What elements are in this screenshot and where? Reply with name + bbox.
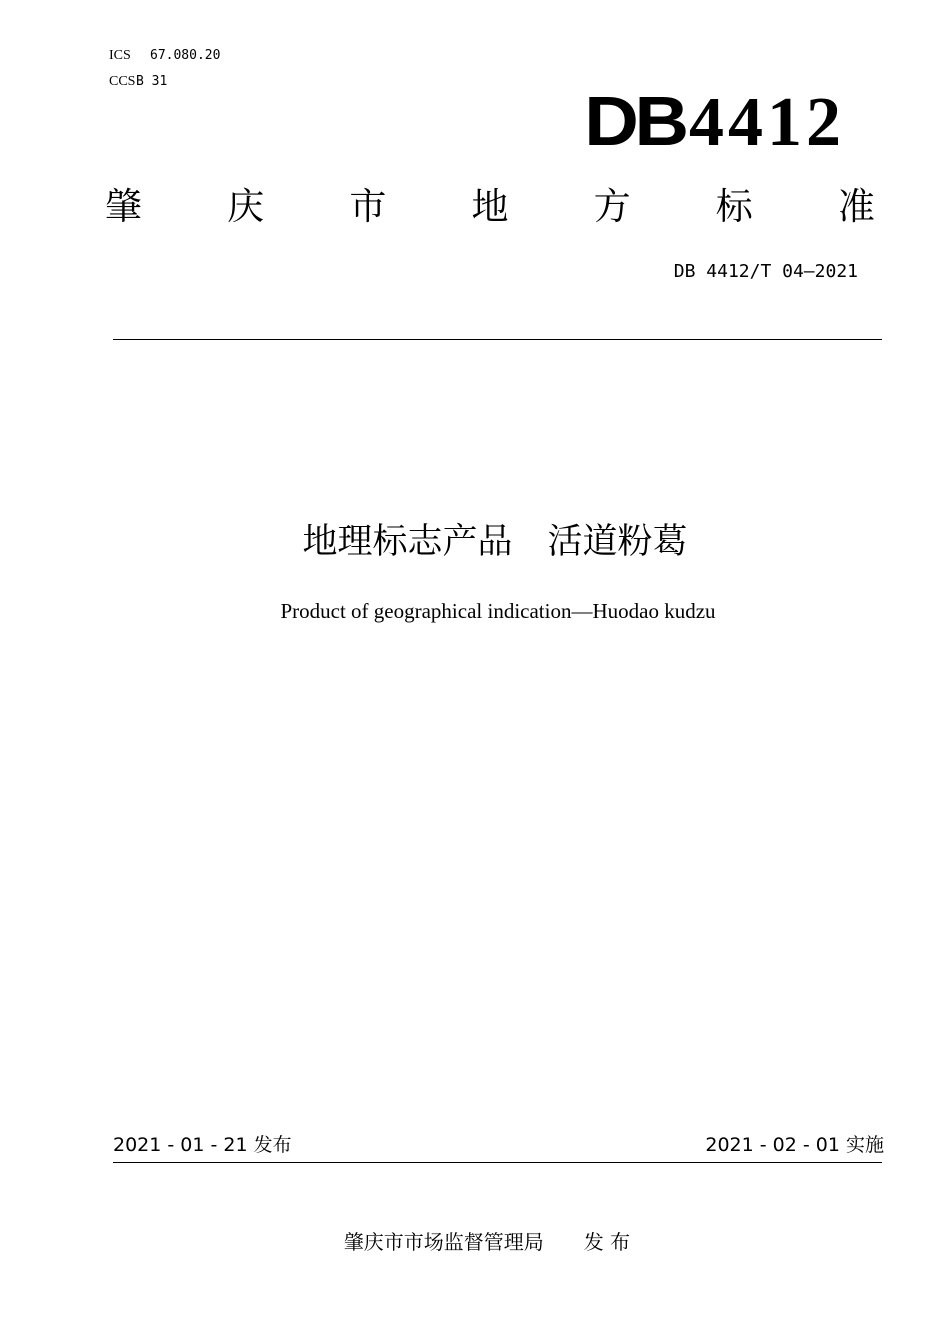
ccs-classification [109, 73, 167, 91]
category-char: 准 [837, 185, 875, 228]
title-chinese: 地理标志产品 活道粉葛 [302, 522, 688, 562]
title-english: Product of geographical indication—Huodao kudzu [280, 599, 716, 623]
ics-label: ICS [109, 48, 131, 63]
bottom-divider [113, 1162, 882, 1163]
db-logo-number: 4412 [689, 84, 845, 161]
category-char: 地 [471, 185, 509, 228]
issuing-authority: 肇庆市市场监督管理局 发 布 [343, 1230, 631, 1254]
ccs-value: B 31 [136, 74, 168, 89]
standard-category [105, 184, 875, 230]
category-char: 市 [349, 185, 387, 228]
standard-number: DB 4412/T 04—2021 [673, 261, 858, 282]
implement-date: 2021 - 02 - 01 实施 [705, 1134, 884, 1156]
db-logo [584, 82, 845, 161]
ics-classification [109, 47, 220, 65]
category-char: 方 [593, 185, 631, 228]
category-char: 肇 [105, 185, 142, 228]
publish-date: 2021 - 01 - 21 发布 [113, 1134, 292, 1156]
db-logo-prefix: DB [584, 82, 685, 160]
category-char: 标 [715, 185, 753, 228]
top-divider [113, 339, 882, 340]
ccs-label: CCS [109, 74, 136, 89]
category-char: 庆 [227, 185, 265, 228]
ics-value: 67.080.20 [150, 48, 221, 63]
